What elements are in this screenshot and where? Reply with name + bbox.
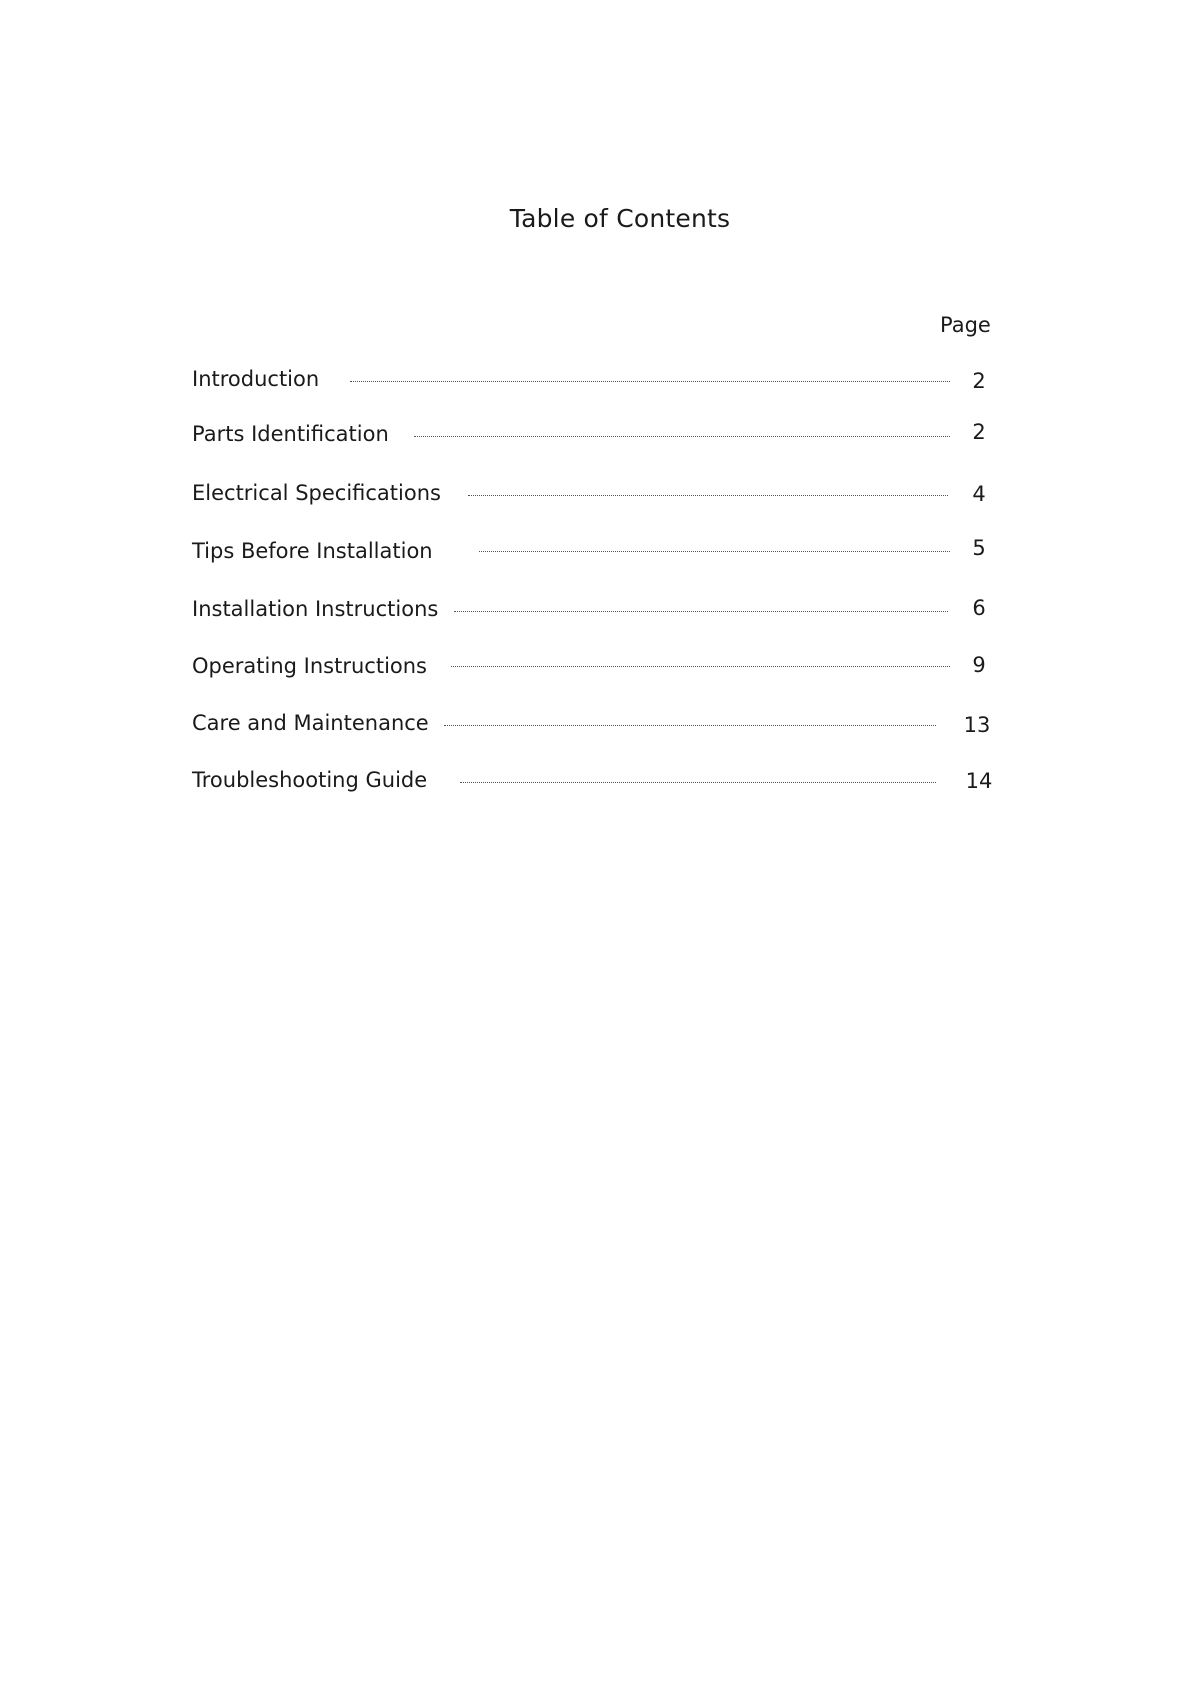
toc-entry-tips-before-installation[interactable] — [192, 536, 1012, 566]
toc-entry-electrical-specifications[interactable] — [192, 478, 1012, 508]
dot-leader — [414, 436, 950, 437]
toc-entry-page-number: 14 — [965, 769, 993, 793]
toc-entry-page-number: 6 — [972, 596, 986, 620]
toc-entry-installation-instructions[interactable] — [192, 594, 1012, 624]
dot-leader — [451, 666, 950, 667]
toc-entry-introduction[interactable] — [192, 364, 1012, 394]
dot-leader — [460, 782, 936, 783]
toc-entry-care-and-maintenance[interactable] — [192, 708, 1012, 738]
toc-entry-page-number: 5 — [972, 536, 986, 560]
toc-entry-page-number: 2 — [972, 420, 986, 444]
toc-entry-label: Operating Instructions — [192, 654, 427, 678]
toc-entry-label: Tips Before Installation — [192, 539, 433, 563]
toc-entry-page-number: 2 — [972, 369, 986, 393]
toc-entry-page-number: 13 — [963, 713, 991, 737]
toc-entry-label: Electrical Specifications — [192, 481, 441, 505]
toc-entry-label: Care and Maintenance — [192, 711, 429, 735]
toc-entry-page-number: 4 — [972, 482, 986, 506]
toc-entry-label: Parts Identification — [192, 422, 389, 446]
page-column-header: Page — [940, 313, 991, 337]
toc-entry-label: Installation Instructions — [192, 597, 439, 621]
toc-entry-label: Troubleshooting Guide — [192, 768, 428, 792]
toc-entry-operating-instructions[interactable] — [192, 651, 1012, 681]
page-title: Table of Contents — [509, 204, 731, 233]
dot-leader — [350, 381, 950, 382]
toc-entry-label: Introduction — [192, 367, 320, 391]
dot-leader — [454, 611, 948, 612]
dot-leader — [479, 551, 950, 552]
toc-entry-page-number: 9 — [972, 653, 986, 677]
dot-leader — [444, 725, 936, 726]
toc-entry-parts-identification[interactable] — [192, 419, 1012, 449]
dot-leader — [468, 495, 948, 496]
toc-entry-troubleshooting-guide[interactable] — [192, 765, 1012, 795]
